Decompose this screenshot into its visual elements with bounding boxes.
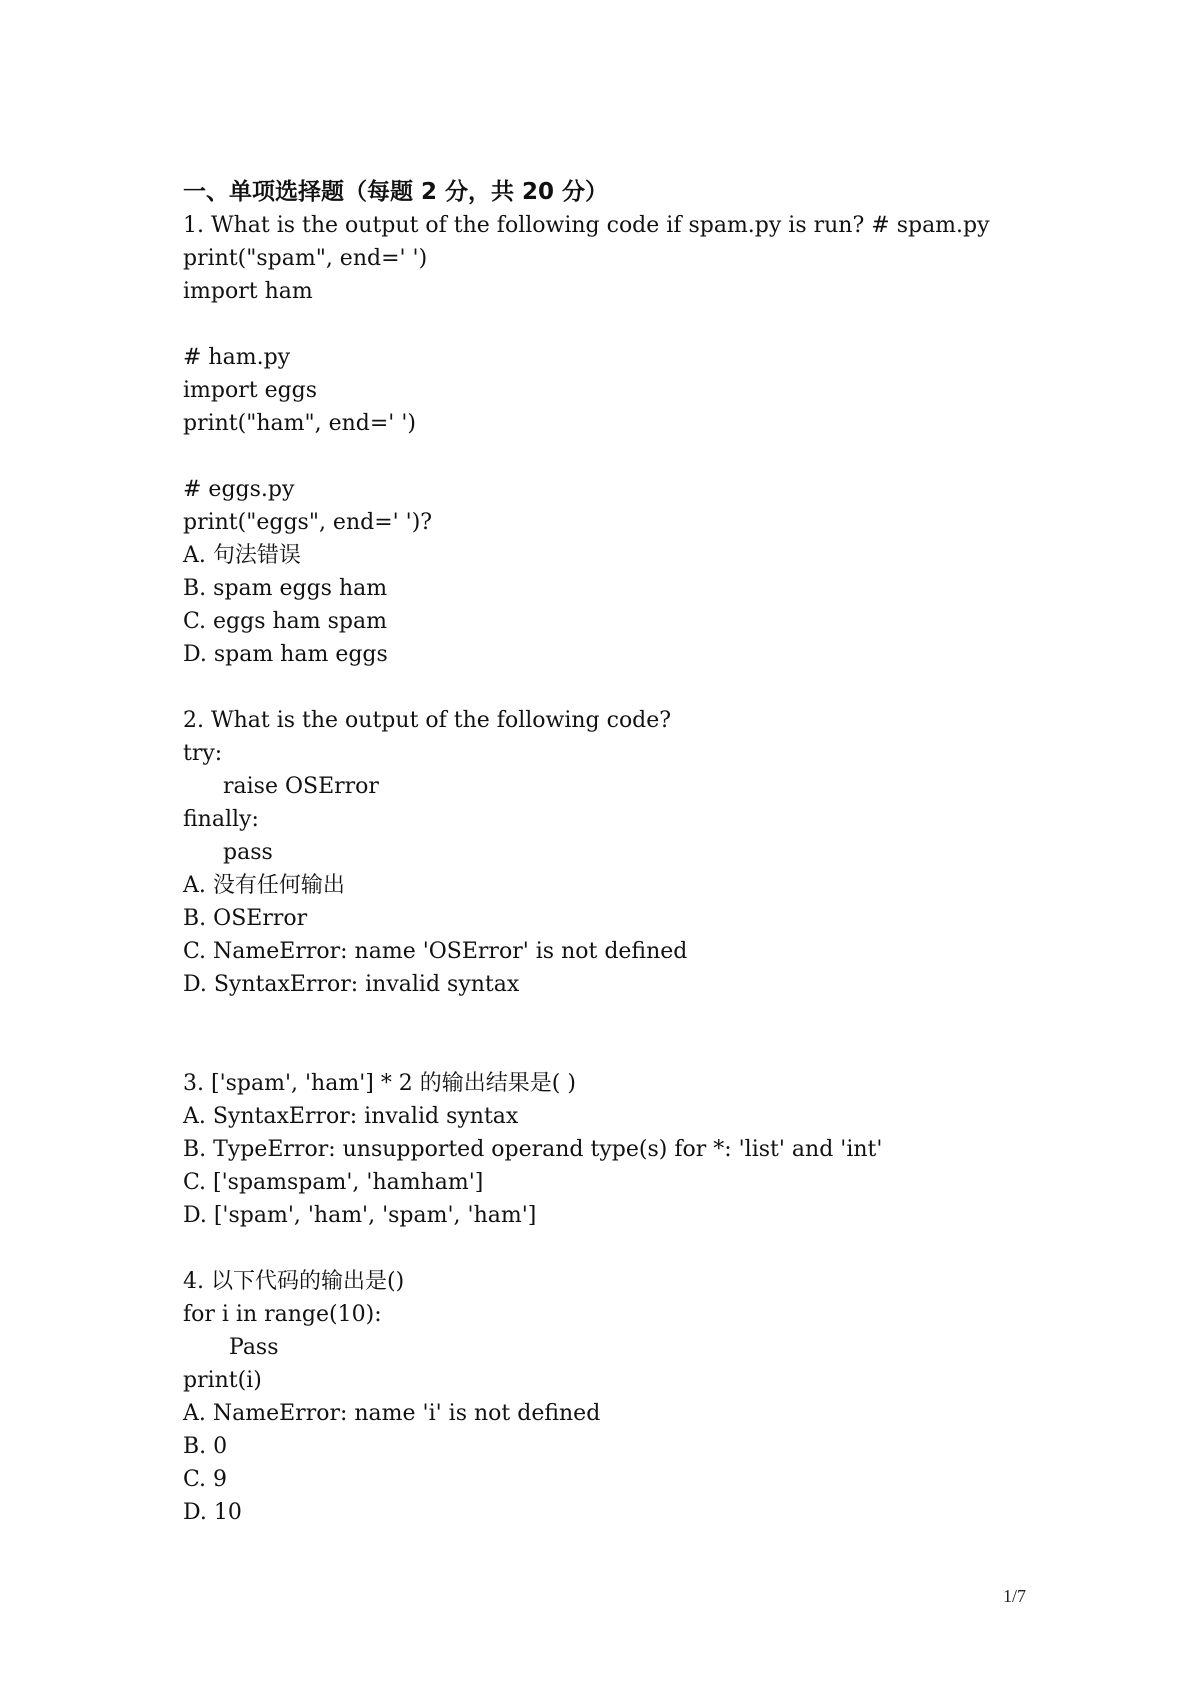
code-line: Pass [229,1335,279,1360]
code-line: import eggs [183,378,318,403]
option-b: B. OSError [183,906,308,931]
page-number: 1/7 [1003,1586,1027,1606]
option-a: A. 句法错误 [183,543,301,568]
code-line: pass [223,840,273,865]
option-c: C. ['spamspam', 'hamham'] [183,1170,484,1195]
option-d: D. ['spam', 'ham', 'spam', 'ham'] [183,1203,537,1228]
option-a: A. NameError: name 'i' is not defined [183,1401,601,1426]
option-d: D. SyntaxError: invalid syntax [183,972,520,997]
option-d: D. 10 [183,1500,242,1525]
code-blank-line [183,308,1063,341]
option-c: C. NameError: name 'OSError' is not defined [183,939,688,964]
option-d: D. spam ham eggs [183,642,388,667]
spacer [183,1232,1063,1265]
option-c: C. 9 [183,1467,228,1492]
code-line: print("eggs", end=' ')? [183,510,433,535]
exam-page [183,176,1063,1529]
question-2 [183,704,1063,1001]
code-line: # ham.py [183,345,291,370]
code-line: try: [183,741,223,766]
option-a: A. SyntaxError: invalid syntax [183,1104,519,1129]
question-1-text: 1. What is the output of the following code if spam.py is run? # spam.py [183,213,990,238]
spacer [183,1001,1063,1067]
code-line: import ham [183,279,313,304]
code-line: for i in range(10): [183,1302,382,1327]
code-line: print("ham", end=' ') [183,411,416,436]
option-b: B. 0 [183,1434,228,1459]
question-4-text: 4. 以下代码的输出是() [183,1269,405,1294]
code-blank-line [183,440,1063,473]
question-4 [183,1265,1063,1529]
code-line: raise OSError [223,774,379,799]
code-line: # eggs.py [183,477,295,502]
spacer [183,671,1063,704]
option-a: A. 没有任何输出 [183,873,345,898]
question-1 [183,209,1063,671]
code-line: print(i) [183,1368,262,1393]
question-2-text: 2. What is the output of the following code? [183,708,672,733]
section-title: 一、单项选择题（每题 2 分，共 20 分） [183,179,609,205]
question-3-text: 3. ['spam', 'ham'] * 2 的输出结果是( ) [183,1071,576,1096]
question-3 [183,1067,1063,1232]
option-c: C. eggs ham spam [183,609,387,634]
code-line: finally: [183,807,259,832]
option-b: B. spam eggs ham [183,576,388,601]
code-line: print("spam", end=' ') [183,246,428,271]
option-b: B. TypeError: unsupported operand type(s) for *: 'list' and 'int' [183,1137,883,1162]
